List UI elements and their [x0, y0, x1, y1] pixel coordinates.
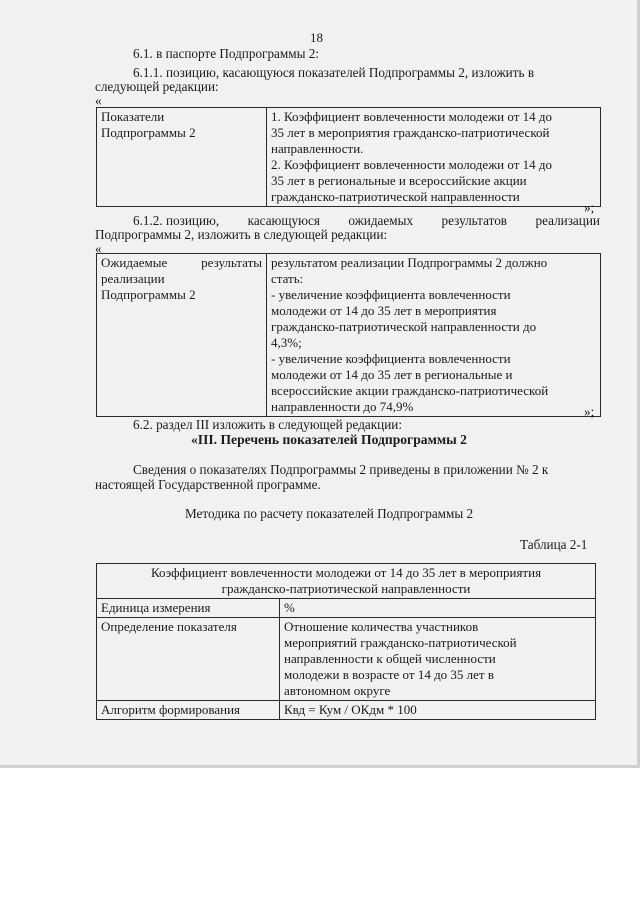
- method-table-header: [97, 564, 596, 599]
- method-row-label: Алгоритм формирования: [97, 701, 280, 720]
- indicators-label-line: Подпрограммы 2: [101, 125, 196, 140]
- results-label-word: результаты: [201, 255, 262, 270]
- close-quote: »;: [584, 404, 595, 419]
- method-table-header-row: [97, 564, 596, 599]
- open-quote: «: [95, 241, 102, 256]
- close-quote: »;: [584, 200, 595, 215]
- results-value-line: гражданско-патриотической направленности до: [271, 319, 537, 334]
- method-row-label: Единица измерения: [97, 599, 280, 618]
- paragraph-6-1-2-line2: Подпрограммы 2, изложить в следующей редакции:: [95, 227, 388, 242]
- results-value-cell: [267, 254, 601, 417]
- results-value-line: направленности до 74,9%: [271, 399, 414, 414]
- section-heading: «III. Перечень показателей Подпрограммы 2: [191, 432, 467, 447]
- results-table: [96, 253, 601, 417]
- table-caption: Таблица 2-1: [520, 537, 588, 552]
- indicators-value-cell: [267, 108, 601, 207]
- paragraph-6-1-1-line2: следующей редакции:: [95, 79, 219, 94]
- paragraph-6-1: 6.1. в паспорте Подпрограммы 2:: [133, 46, 320, 61]
- indicators-label-cell: [97, 108, 267, 207]
- methodology-title: Методика по расчету показателей Подпрограммы 2: [185, 506, 474, 521]
- results-value-line: молодежи от 14 до 35 лет в мероприятия: [271, 303, 497, 318]
- word: реализации: [535, 213, 600, 228]
- word: ожидаемых: [348, 213, 414, 228]
- word: результатов: [441, 213, 508, 228]
- indicators-table: [96, 107, 601, 207]
- method-table-row: [97, 618, 596, 701]
- results-label-line: Подпрограммы 2: [101, 287, 196, 302]
- method-row-label: Определение показателя: [97, 618, 280, 701]
- method-header-line: гражданско-патриотической направленности: [221, 581, 471, 596]
- indicators-label-line: Показатели: [101, 109, 165, 124]
- method-row-value: [280, 618, 596, 701]
- page-number: 18: [310, 30, 323, 45]
- indicators-value-line: гражданско-патриотической направленности: [271, 189, 520, 204]
- results-value-line: - увеличение коэффициента вовлеченности: [271, 287, 511, 302]
- paragraph-6-2: 6.2. раздел III изложить в следующей редакции:: [133, 417, 402, 432]
- results-label-line: [101, 255, 262, 271]
- indicators-row: [97, 108, 601, 207]
- method-value-line: мероприятий гражданско-патриотической: [284, 635, 517, 650]
- word: 6.1.2. позицию,: [133, 213, 220, 228]
- info-paragraph-line2: настоящей Государственной программе.: [95, 477, 321, 492]
- results-row: [97, 254, 601, 417]
- method-table: [96, 563, 596, 720]
- indicators-value-line: 35 лет в региональные и всероссийские акции: [271, 173, 527, 188]
- open-quote: «: [95, 93, 102, 108]
- results-label-line: реализации: [101, 271, 165, 286]
- indicators-value-line: 1. Коэффициент вовлеченности молодежи от 14 до: [271, 109, 553, 124]
- method-row-value: %: [280, 599, 596, 618]
- results-value-line: результатом реализации Подпрограммы 2 должно: [271, 255, 548, 270]
- method-value-line: направленности к общей численности: [284, 651, 496, 666]
- results-label-word: Ожидаемые: [101, 255, 168, 270]
- indicators-value-line: 2. Коэффициент вовлеченности молодежи от 14 до: [271, 157, 553, 172]
- results-value-line: 4,3%;: [271, 335, 302, 350]
- word: касающуюся: [247, 213, 320, 228]
- results-label-cell: [97, 254, 267, 417]
- method-value-line: автономном округе: [284, 683, 391, 698]
- method-table-row: [97, 701, 596, 720]
- indicators-value-line: направленности.: [271, 141, 364, 156]
- results-value-line: - увеличение коэффициента вовлеченности: [271, 351, 511, 366]
- method-table-row: [97, 599, 596, 618]
- method-value-line: молодежи в возрасте от 14 до 35 лет в: [284, 667, 495, 682]
- indicators-value-line: 35 лет в мероприятия гражданско-патриотической: [271, 125, 550, 140]
- results-value-line: молодежи от 14 до 35 лет в региональные и: [271, 367, 513, 382]
- method-value-line: Отношение количества участников: [284, 619, 479, 634]
- results-value-line: всероссийские акции гражданско-патриотической: [271, 383, 549, 398]
- method-row-value: Квд = Кум / ОКдм * 100: [280, 701, 596, 720]
- method-header-line: Коэффициент вовлеченности молодежи от 14 до 35 лет в мероприятия: [150, 565, 542, 580]
- paragraph-6-1-1-text: 6.1.1. позицию, касающуюся показателей Подпрограммы 2, изложить в: [133, 65, 535, 80]
- results-value-line: стать:: [271, 271, 304, 286]
- info-paragraph-line1: Сведения о показателях Подпрограммы 2 приведены в приложении № 2 к: [133, 462, 549, 477]
